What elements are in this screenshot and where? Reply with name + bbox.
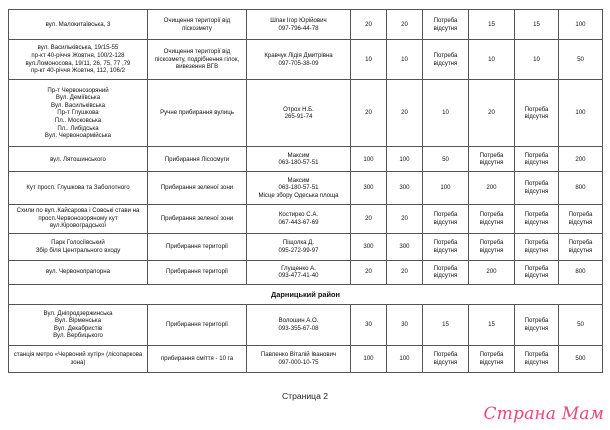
value-cell: 300 (387, 233, 423, 260)
table-row (9, 233, 603, 260)
value-cell: 100 (351, 147, 387, 172)
table-row (9, 40, 603, 80)
table-row (9, 204, 603, 233)
value-cell: 15 (469, 10, 515, 40)
table-row (9, 304, 603, 345)
contact-cell: Кравчук Лідія Дмитрівна 097-705-38-09 (247, 40, 351, 80)
contact-cell: Павленко Віталій Іванович 097-000-10-75 (247, 345, 351, 372)
address-cell: вул. Васильківська, 19/15-55 пр-кт 40-річчя Жовтня, 100/2-128 вул.Ломоносова, 19/11, 26, 75, 77 ,79 пр-кт 40-річчя Жовтня, 112, 106/2 (9, 40, 148, 80)
value-cell: Потреба відсутня (559, 204, 603, 233)
page-number: Страница 2 (281, 391, 329, 401)
value-cell: 20 (351, 260, 387, 284)
address-cell: вул. Малокитаївська, 3 (9, 10, 148, 40)
contact-cell: Костирко С.А. 067-443-67-69 (247, 204, 351, 233)
value-cell: 20 (387, 260, 423, 284)
contact-cell: Отрох Н.Б. 265-91-74 (247, 80, 351, 147)
address-cell: Схили по вул..Кайсарова і Совські стави на просп.Червонозоряному кут вул.Кіровоградської (9, 204, 148, 233)
value-cell: Потреба відсутня (515, 204, 559, 233)
contact-cell: Глущенко А. 093-477-41-40 (247, 260, 351, 284)
watermark-logo: Страна Мам (483, 404, 604, 424)
value-cell: 100 (387, 147, 423, 172)
value-cell: Потреба відсутня (515, 172, 559, 204)
value-cell: 200 (559, 147, 603, 172)
address-cell: вул. Лятошинського (9, 147, 148, 172)
work-type-cell: прибирання сміття - 10 га (148, 345, 247, 372)
contact-cell: Волошин А.О. 093-355-67-08 (247, 304, 351, 345)
value-cell: Потреба відсутня (423, 233, 469, 260)
table-row (9, 147, 603, 172)
section-title: Дарницький район (9, 284, 603, 304)
value-cell: 200 (469, 260, 515, 284)
value-cell: 20 (387, 204, 423, 233)
value-cell: Потреба відсутня (423, 345, 469, 372)
cleanup-schedule-table (8, 9, 603, 373)
value-cell: 100 (351, 345, 387, 372)
value-cell: Потреба відсутня (469, 233, 515, 260)
contact-cell: Максим 063-180-57-51 Місце збору Одеська площа (247, 172, 351, 204)
value-cell: 10 (387, 40, 423, 80)
work-type-cell: Ручне прибирання вулиць (148, 80, 247, 147)
value-cell: 100 (387, 345, 423, 372)
value-cell: Потреба відсутня (559, 233, 603, 260)
address-cell: Парк Голосіївський Збір біля Центрального входу (9, 233, 148, 260)
value-cell: 10 (469, 40, 515, 80)
value-cell: 20 (469, 80, 515, 147)
work-type-cell: Прибирання Лісосмуги (148, 147, 247, 172)
value-cell: 30 (351, 304, 387, 345)
table-row (9, 80, 603, 147)
value-cell: 50 (559, 40, 603, 80)
work-type-cell: Прибирання території (148, 304, 247, 345)
contact-cell: Максим 063-180-57-51 (247, 147, 351, 172)
contact-cell: Піщолка Д. 095-272-99-97 (247, 233, 351, 260)
value-cell: 100 (423, 172, 469, 204)
value-cell: Потреба відсутня (515, 233, 559, 260)
address-cell: станція метро «Червоний хутір» (лісопаркова зона) (9, 345, 148, 372)
value-cell: 50 (423, 147, 469, 172)
value-cell: Потреба відсутня (515, 260, 559, 284)
value-cell: Потреба відсутня (515, 345, 559, 372)
contact-cell: Шпак Ігор Юрійович 097-796-44-78 (247, 10, 351, 40)
table-row (9, 260, 603, 284)
value-cell: Потреба відсутня (423, 204, 469, 233)
value-cell: 15 (469, 304, 515, 345)
value-cell: 20 (387, 80, 423, 147)
work-type-cell: Очищення території від піскозмету (148, 10, 247, 40)
address-cell: Кут просп. Глушкова та Заболотного (9, 172, 148, 204)
work-type-cell: Очищення території від піскозмету, подрібнення гілок, вивезення ВГВ (148, 40, 247, 80)
value-cell: 10 (423, 80, 469, 147)
value-cell: 10 (515, 40, 559, 80)
work-type-cell: Прибирання території (148, 233, 247, 260)
table-row (9, 172, 603, 204)
table-row (9, 10, 603, 40)
address-cell: Вул. Дніпродзержинська Вул. Вірменська Вул. Декабристів Вул. Вербицького (9, 304, 148, 345)
table-row (9, 345, 603, 372)
value-cell: Потреба відсутня (423, 10, 469, 40)
section-header-row (9, 284, 603, 304)
value-cell: Потреба відсутня (469, 345, 515, 372)
value-cell: 100 (559, 80, 603, 147)
value-cell: 300 (351, 172, 387, 204)
value-cell: 20 (351, 10, 387, 40)
value-cell: 20 (387, 10, 423, 40)
value-cell: Потреба відсутня (469, 147, 515, 172)
value-cell: 200 (469, 172, 515, 204)
value-cell: 300 (387, 172, 423, 204)
work-type-cell: Прибирання зеленої зони (148, 204, 247, 233)
value-cell: 100 (559, 10, 603, 40)
address-cell: вул. Червонопрапорна (9, 260, 148, 284)
value-cell: Потреба відсутня (423, 40, 469, 80)
value-cell: 50 (559, 304, 603, 345)
value-cell: 15 (515, 10, 559, 40)
work-type-cell: Прибирання території (148, 260, 247, 284)
value-cell: 800 (559, 260, 603, 284)
value-cell: 20 (351, 80, 387, 147)
value-cell: Потреба відсутня (515, 80, 559, 147)
value-cell: Потреба відсутня (515, 304, 559, 345)
value-cell: 20 (351, 204, 387, 233)
value-cell: 10 (351, 40, 387, 80)
value-cell: Потреба відсутня (469, 204, 515, 233)
value-cell: 500 (559, 345, 603, 372)
value-cell: 300 (351, 233, 387, 260)
address-cell: Пр-т Червонозоряний Вул. Деміївська Вул. Васильківська Пр-т Глушкова Пл.. Московська Пл.. Либідська Вул. Червоноармійська (9, 80, 148, 147)
value-cell: Потреба відсутня (515, 147, 559, 172)
value-cell: 800 (559, 172, 603, 204)
value-cell: 30 (387, 304, 423, 345)
work-type-cell: Прибирання зеленої зони (148, 172, 247, 204)
value-cell: Потреба відсутня (423, 260, 469, 284)
value-cell: 15 (423, 304, 469, 345)
